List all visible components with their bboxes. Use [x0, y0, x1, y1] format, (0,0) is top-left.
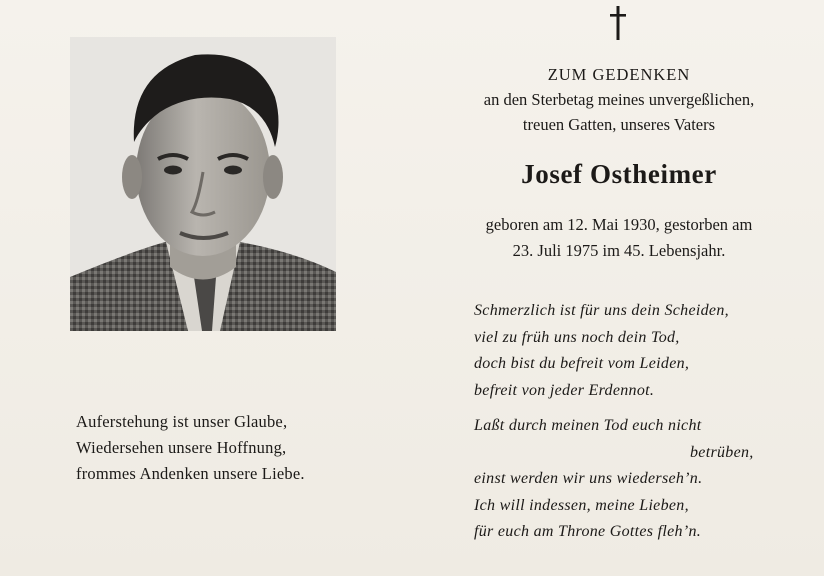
poem-line: für euch am Throne Gottes fleh’n.: [474, 523, 702, 540]
left-verse-line: Auferstehung ist unser Glaube,: [76, 412, 288, 431]
poem-line: Laßt durch meinen Tod euch nicht: [474, 417, 702, 434]
life-dates: [420, 212, 818, 264]
dates-line: geboren am 12. Mai 1930, gestorben am: [485, 215, 753, 234]
deceased-name: Josef Ostheimer: [521, 159, 717, 189]
poem-line: viel zu früh uns noch dein Tod,: [474, 328, 680, 346]
poem-line: Ich will indessen, meine Lieben,: [474, 496, 689, 514]
header-title: ZUM GEDENKEN: [547, 65, 691, 84]
poem-line-continuation: betrüben,: [690, 443, 754, 461]
left-verse-line: Wiedersehen unsere Hoffnung,: [76, 438, 287, 457]
poem-line: doch bist du befreit vom Leiden,: [474, 355, 690, 372]
left-verse-line: frommes Andenken unsere Liebe.: [76, 464, 305, 483]
memorial-header: [420, 62, 818, 137]
poem-stanza: [474, 298, 804, 404]
cross-icon: [607, 6, 629, 40]
header-line: treuen Gatten, unseres Vaters: [522, 115, 716, 134]
dates-line: 23. Juli 1975 im 45. Lebensjahr.: [512, 241, 726, 260]
poem-line: befreit von jeder Erdennot.: [474, 381, 655, 399]
left-verse: [76, 409, 356, 487]
poem-line: Schmerzlich ist für uns dein Scheiden,: [474, 302, 729, 319]
portrait-photo: [70, 37, 336, 331]
poem-line: einst werden wir uns wiederseh’n.: [474, 470, 703, 487]
header-line: an den Sterbetag meines unvergeßlichen,: [483, 90, 755, 109]
poem-stanza: [474, 413, 804, 546]
poem: [474, 298, 804, 555]
